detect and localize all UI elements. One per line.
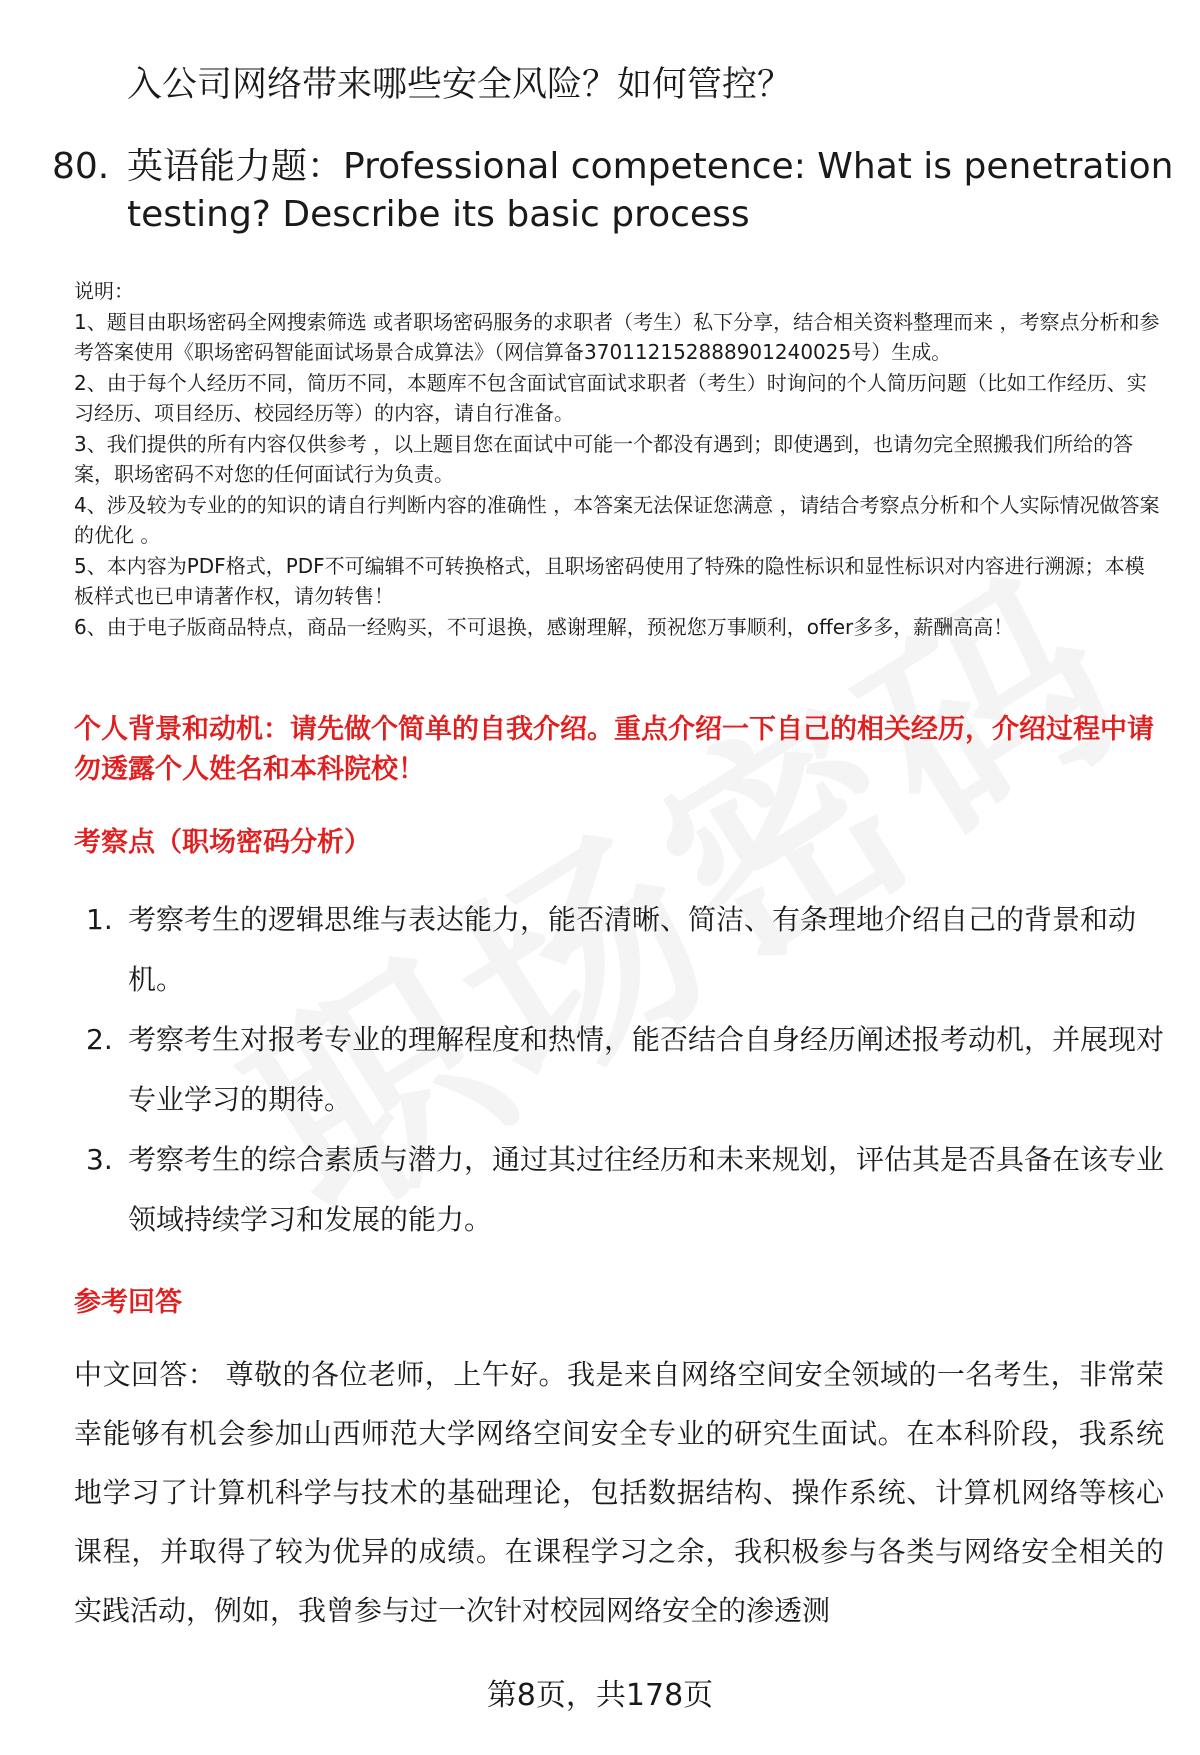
note-item: 5、本内容为PDF格式，PDF不可编辑不可转换格式，且职场密码使用了特殊的隐性标识和显性标识对内容进行溯源；本模板样式也已申请著作权，请勿转售！	[74, 553, 1145, 608]
analysis-point	[74, 890, 1164, 1010]
interview-question-heading: 个人背景和动机：请先做个简单的自我介绍。重点介绍一下自己的相关经历，介绍过程中请勿透露个人姓名和本科院校！	[74, 714, 1154, 785]
note-item: 3、我们提供的所有内容仅供参考 ，以上题目您在面试中可能一个都没有遇到；即使遇到，也请勿完全照搬我们所给的答案，职场密码不对您的任何面试行为负责。	[74, 431, 1134, 486]
analysis-point	[74, 1010, 1164, 1130]
point-number: 1.	[86, 903, 113, 936]
note-item: 4、涉及较为专业的的知识的请自行判断内容的准确性 ，本答案无法保证您满意 ，请结合考察点分析和个人实际情况做答案的优化 。	[74, 492, 1160, 547]
analysis-heading: 考察点（职场密码分析）	[74, 827, 371, 858]
note-item: 6、由于电子版商品特点，商品一经购买，不可退换，感谢理解，预祝您万事顺利，offer多多，薪酬高高！	[74, 614, 1014, 639]
point-text: 考察考生对报考专业的理解程度和热情，能否结合自身经历阐述报考动机，并展现对专业学习的期待。	[128, 1023, 1165, 1116]
point-number: 3.	[86, 1143, 113, 1176]
point-text: 考察考生的综合素质与潜力，通过其过往经历和未来规划，评估其是否具备在该专业领域持续学习和发展的能力。	[128, 1143, 1165, 1236]
analysis-point	[74, 1130, 1164, 1250]
analysis-points	[74, 890, 1164, 1250]
note-item: 1、题目由职场密码全网搜索筛选 或者职场密码服务的求职者（考生）私下分享，结合相关资料整理而来 ，考察点分析和参考答案使用《职场密码智能面试场景合成算法》（网信算备370112152888901240025号）生成。	[74, 309, 1160, 364]
note-item: 2、由于每个人经历不同，简历不同，本题库不包含面试官面试求职者（考生）时询问的个人简历问题（比如工作经历、实习经历、项目经历、校园经历等）的内容，请自行准备。	[74, 370, 1147, 425]
question-79-continuation: 入公司网络带来哪些安全风险？如何管控？	[127, 65, 793, 105]
question-80-text: 英语能力题：Professional competence: What is penetration testing? Describe its basic process	[127, 146, 1174, 235]
notes-section	[74, 276, 1164, 642]
reference-answer: 中文回答： 尊敬的各位老师，上午好。我是来自网络空间安全领域的一名考生，非常荣幸能够有机会参加山西师范大学网络空间安全专业的研究生面试。在本科阶段，我系统地学习了计算机科学与技术的基础理论，包括数据结构、操作系统、计算机网络等核心课程，并取得了较为优异的成绩。在课程学习之余，我积极参与各类与网络安全相关的实践活动，例如，我曾参与过一次针对校园网络安全的渗透测	[74, 1358, 1164, 1627]
notes-title: 说明：	[74, 279, 134, 303]
point-text: 考察考生的逻辑思维与表达能力，能否清晰、简洁、有条理地介绍自己的背景和动机。	[128, 903, 1137, 996]
page-footer: 第8页，共178页	[486, 1678, 714, 1713]
question-80-number: 80.	[52, 146, 110, 187]
reference-heading: 参考回答	[74, 1287, 182, 1318]
point-number: 2.	[86, 1023, 113, 1056]
